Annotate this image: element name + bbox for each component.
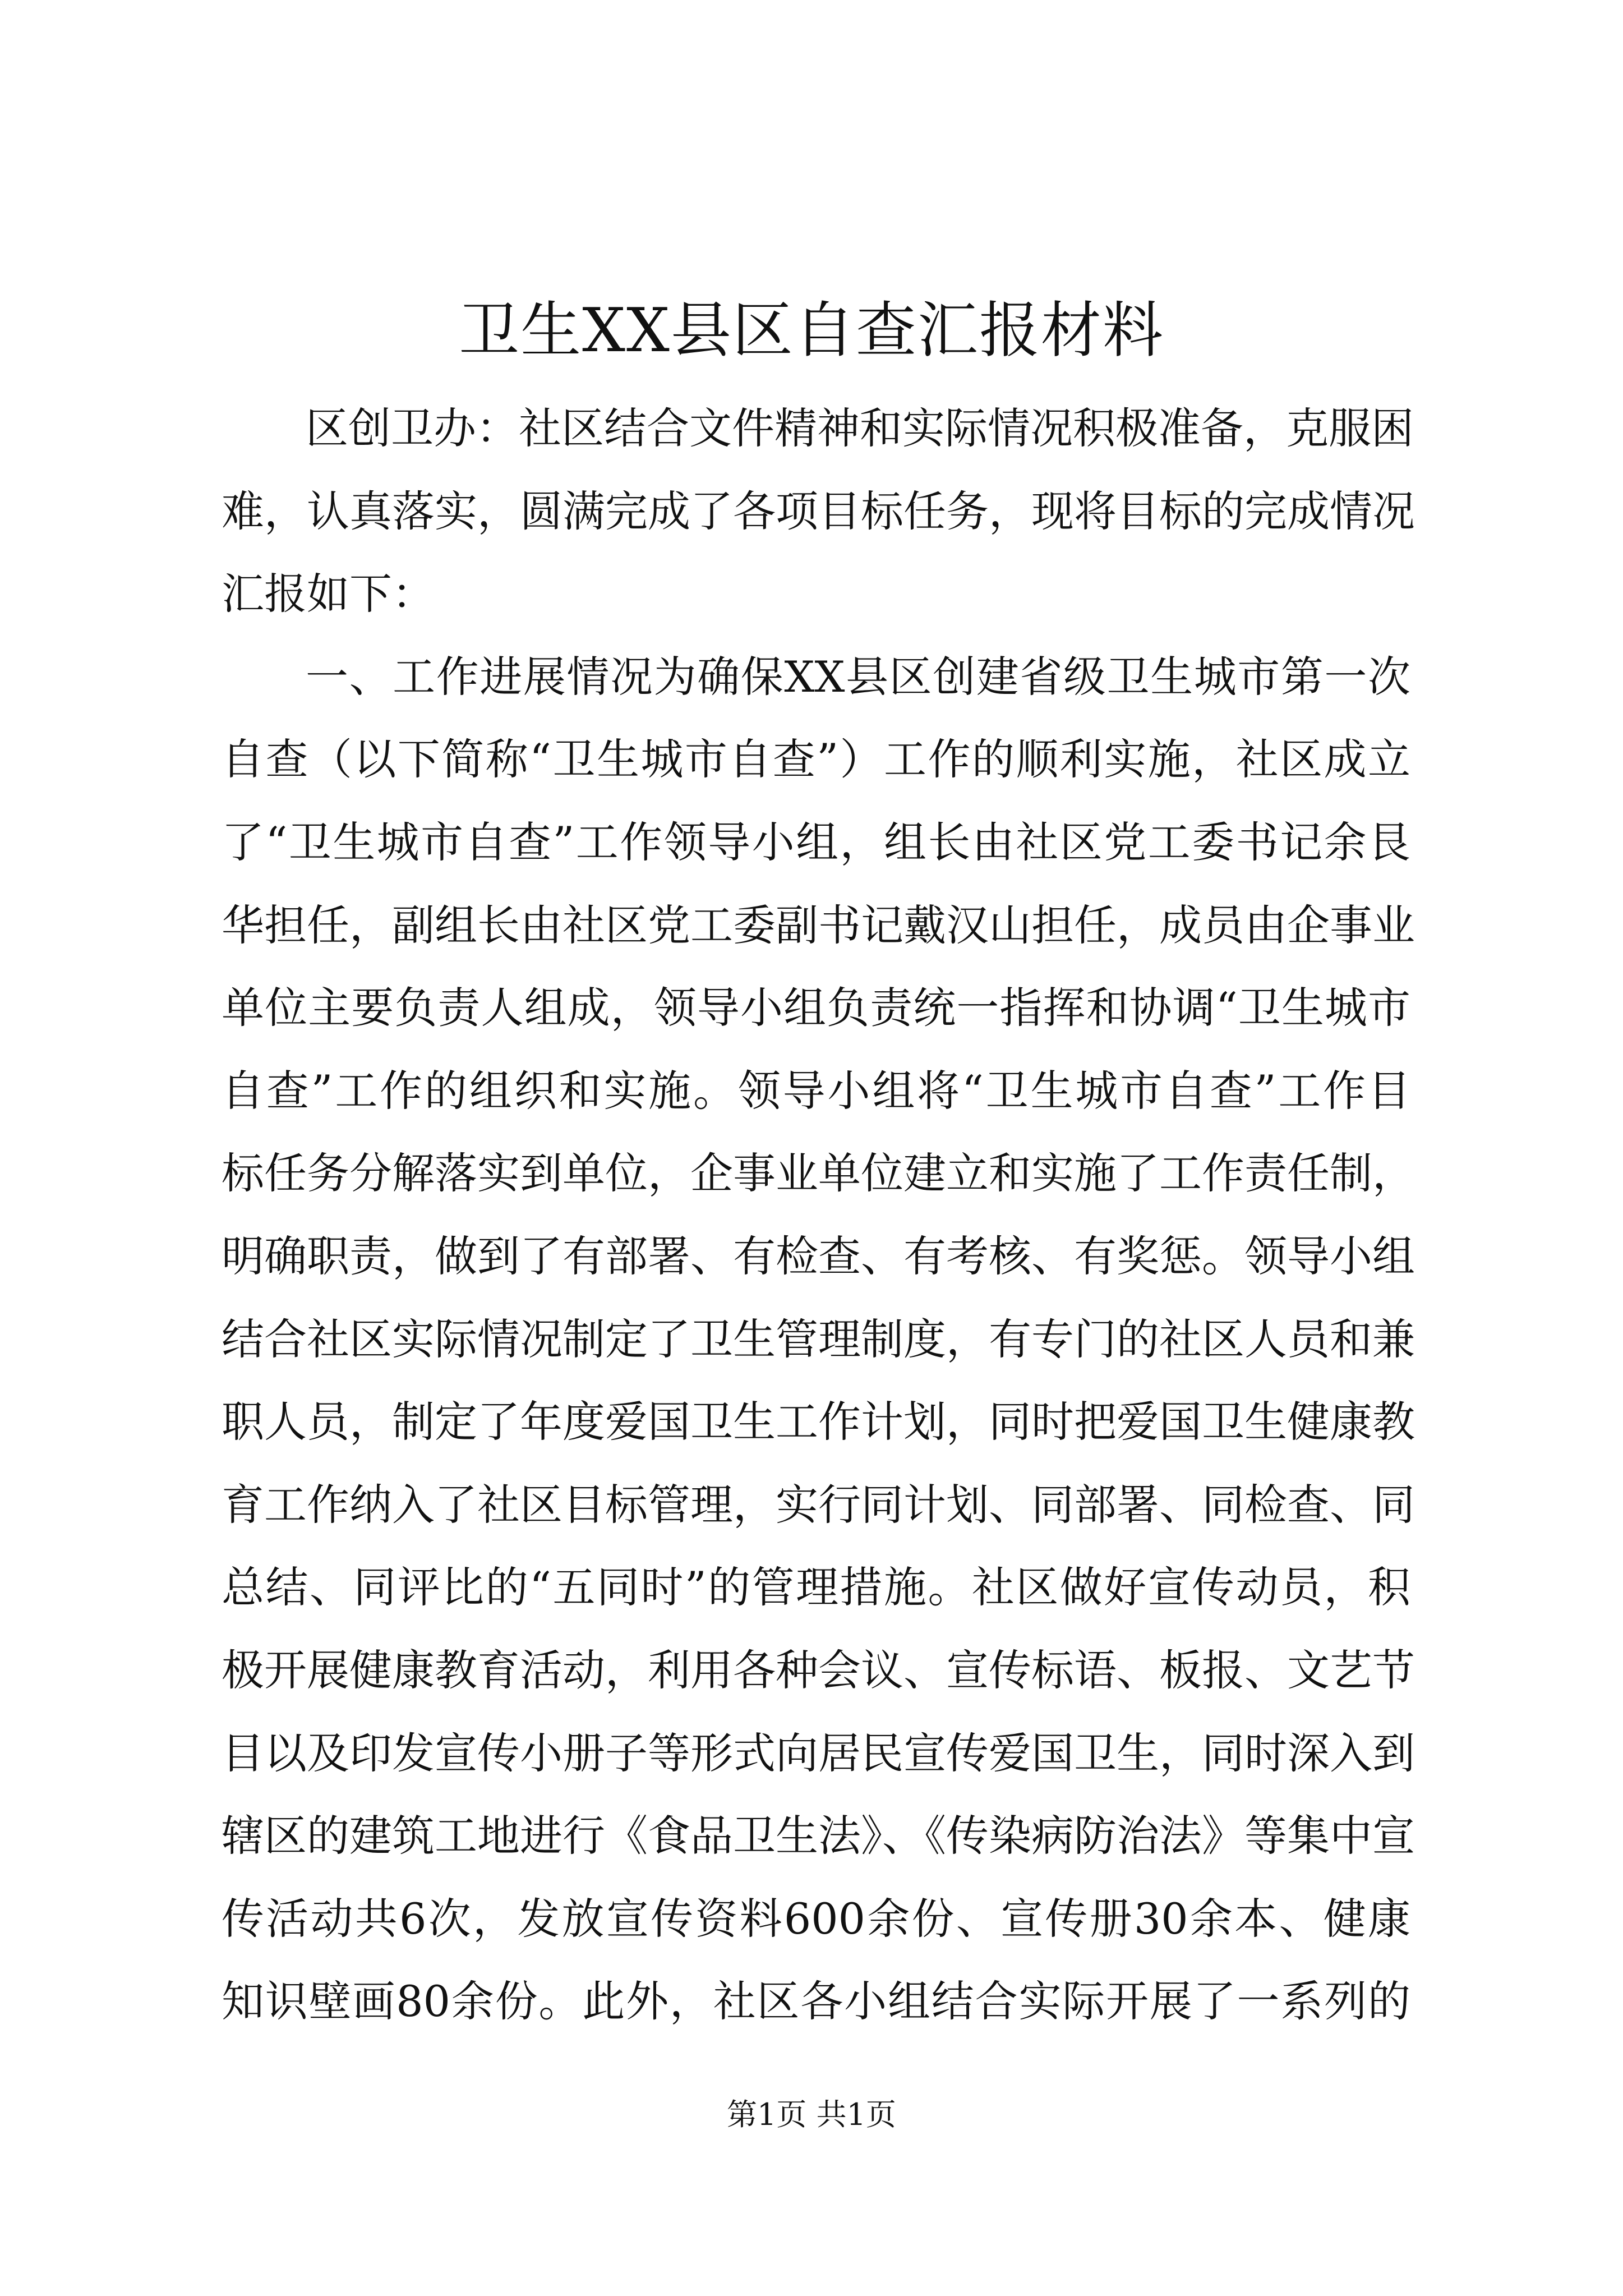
paragraph-2-line-12: 总结、同评比的“五同时”的管理措施。社区做好宣传动员，积: [222, 1562, 1410, 1613]
paragraph-2-line-8: 明确职责，做到了有部署、有检查、有考核、有奖惩。领导小组: [222, 1231, 1415, 1281]
paragraph-2-line-2: 自查（以下简称“卫生城市自查”）工作的顺利实施，社区成立: [222, 734, 1410, 785]
paragraph-1-line-2: 难，认真落实，圆满完成了各项目标任务，现将目标的完成情况: [222, 486, 1415, 536]
paragraph-2-line-15: 辖区的建筑工地进行《食品卫生法》、《传染病防治法》等集中宣: [222, 1811, 1415, 1861]
paragraph-2-line-3: 了“卫生城市自查”工作领导小组，组长由社区党工委书记余艮: [222, 817, 1410, 867]
paragraph-2-line-9: 结合社区实际情况制定了卫生管理制度，有专门的社区人员和兼: [222, 1314, 1415, 1364]
paragraph-2-line-16: 传活动共6次，发放宣传资料600余份、宣传册30余本、健康: [222, 1893, 1410, 1944]
paragraph-1-line-3: 汇报如下：: [222, 569, 435, 619]
paragraph-2-line-6: 自查”工作的组织和实施。领导小组将“卫生城市自查”工作目: [222, 1065, 1410, 1116]
document-body: [222, 387, 1415, 2043]
paragraph-2-line-13: 极开展健康教育活动，利用各种会议、宣传标语、板报、文艺节: [222, 1645, 1415, 1695]
paragraph-2-line-7: 标任务分解落实到单位，企事业单位建立和实施了工作责任制，: [222, 1148, 1415, 1199]
paragraph-2-line-14: 目以及印发宣传小册子等形式向居民宣传爱国卫生，同时深入到: [222, 1728, 1415, 1778]
page-footer: 第1页 共1页: [727, 2097, 896, 2132]
paragraph-2-line-4: 华担任，副组长由社区党工委副书记戴汉山担任，成员由企事业: [222, 900, 1415, 950]
paragraph-2-line-5: 单位主要负责人组成，领导小组负责统一指挥和协调“卫生城市: [222, 983, 1410, 1033]
paragraph-1-line-1: 区创卫办：社区结合文件精神和实际情况积极准备，克服困: [306, 403, 1414, 453]
paragraph-2-line-11: 育工作纳入了社区目标管理，实行同计划、同部署、同检查、同: [222, 1479, 1415, 1530]
document-title: 卫生XX县区自查汇报材料: [459, 296, 1164, 366]
paragraph-2-line-17: 知识壁画80余份。此外，社区各小组结合实际开展了一系列的: [222, 1976, 1410, 2027]
paragraph-2-line-1: 一、工作进展情况为确保XX县区创建省级卫生城市第一次: [306, 651, 1410, 702]
paragraph-2-line-10: 职人员，制定了年度爱国卫生工作计划，同时把爱国卫生健康教: [222, 1397, 1415, 1447]
